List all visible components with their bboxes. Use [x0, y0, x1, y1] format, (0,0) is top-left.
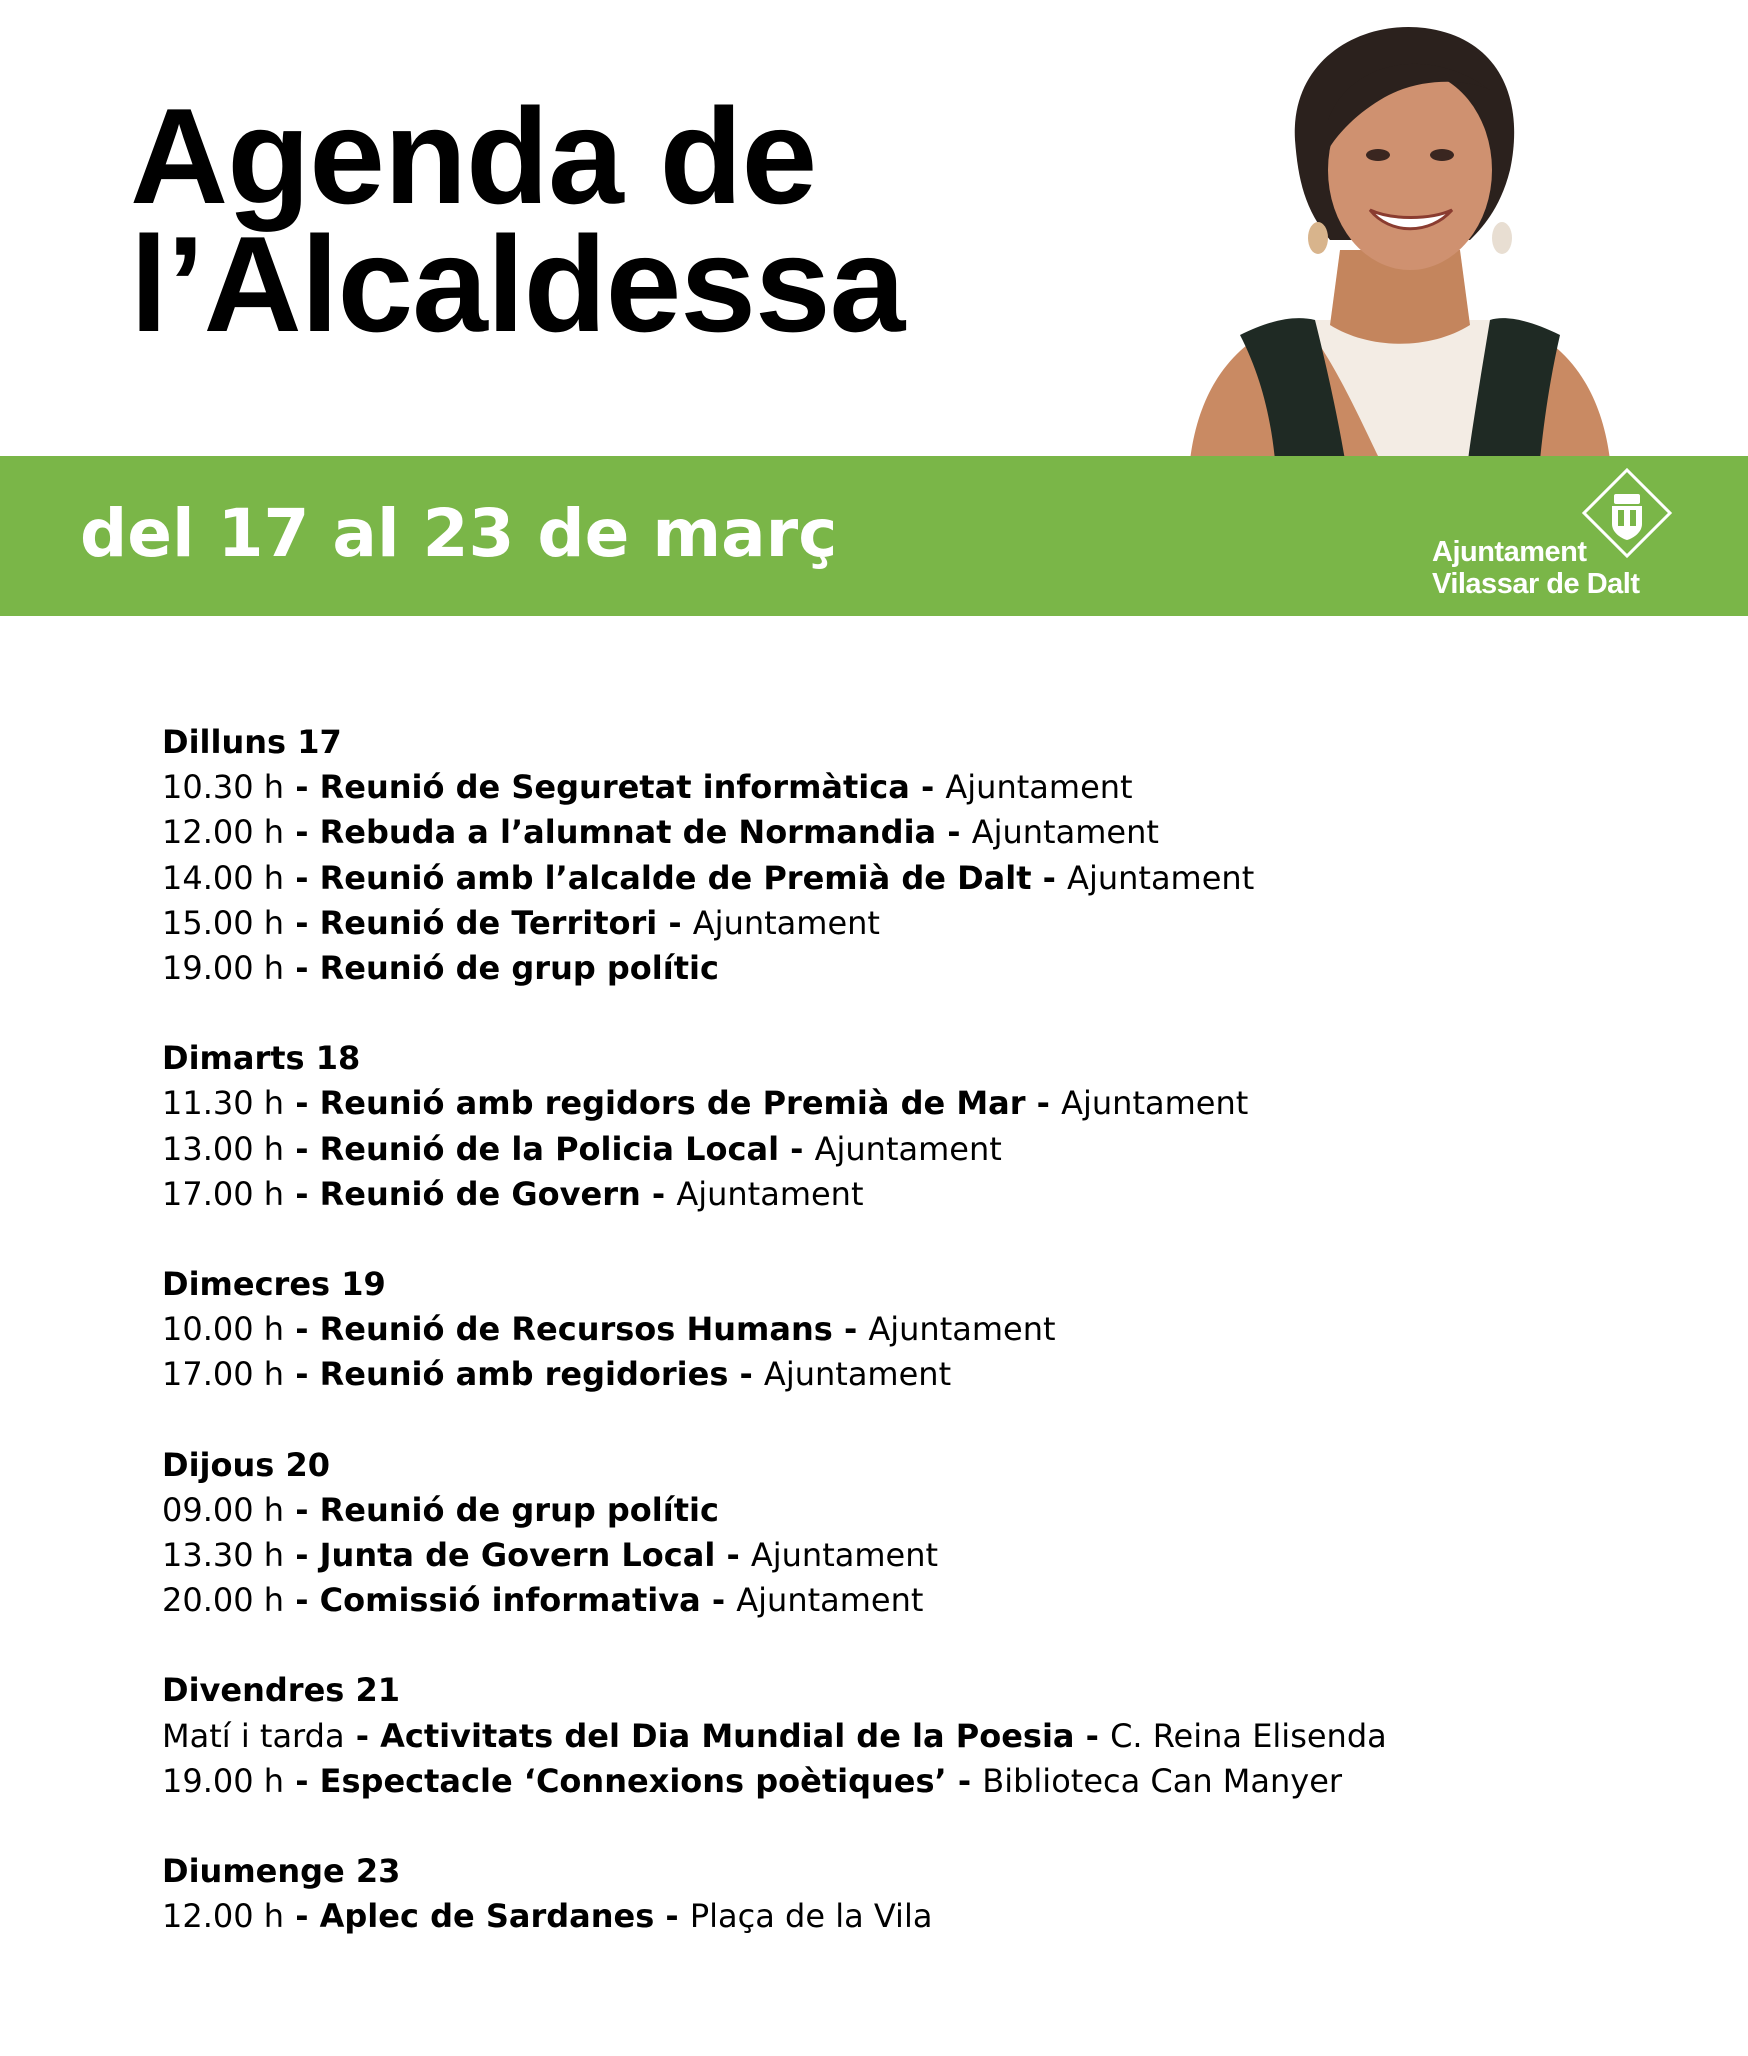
page-title — [130, 80, 905, 360]
event-separator: - — [1031, 858, 1068, 897]
event-separator: - — [284, 1490, 320, 1529]
event-separator: - — [654, 1897, 690, 1936]
event-name: Rebuda a l’alumnat de Normandia — [319, 813, 937, 852]
event-row — [162, 1352, 1662, 1397]
event-time: 12.00 h — [162, 813, 285, 852]
event-separator: - — [909, 768, 946, 807]
event-place: C. Reina Elisenda — [1110, 1716, 1387, 1755]
day-block — [162, 1668, 1662, 1804]
event-time: 13.30 h — [162, 1536, 285, 1575]
event-name: Reunió de Seguretat informàtica — [319, 768, 910, 807]
event-separator: - — [284, 903, 320, 942]
event-separator: - — [284, 813, 320, 852]
event-name: Reunió de grup polític — [319, 1490, 719, 1529]
event-place: Ajuntament — [750, 1536, 939, 1575]
event-separator: - — [728, 1355, 764, 1394]
event-place: Ajuntament — [971, 813, 1159, 852]
event-place: Ajuntament — [676, 1174, 864, 1213]
event-place: Ajuntament — [1067, 858, 1255, 897]
event-separator: - — [657, 903, 693, 942]
event-row — [162, 1578, 1662, 1623]
day-title: Divendres 21 — [162, 1671, 400, 1710]
event-separator: - — [284, 1129, 320, 1168]
day-block — [162, 1443, 1662, 1624]
event-separator: - — [284, 1581, 320, 1620]
event-name: Reunió de la Policia Local — [319, 1129, 780, 1168]
event-name: Espectacle ‘Connexions poètiques’ — [319, 1761, 947, 1800]
event-row — [162, 810, 1662, 855]
event-row — [162, 1081, 1662, 1126]
event-separator: - — [936, 813, 972, 852]
event-name: Reunió amb regidories — [319, 1355, 729, 1394]
event-name: Reunió de Govern — [319, 1174, 641, 1213]
event-place: Biblioteca Can Manyer — [982, 1761, 1343, 1800]
mayor-portrait — [1180, 20, 1620, 460]
event-separator: - — [946, 1761, 983, 1800]
day-block — [162, 720, 1662, 991]
event-time: 09.00 h — [162, 1490, 285, 1529]
day-title: Diumenge 23 — [162, 1852, 401, 1891]
event-time: 12.00 h — [162, 1897, 285, 1936]
event-time: Matí i tarda — [162, 1716, 345, 1755]
event-time: 17.00 h — [162, 1355, 285, 1394]
day-block — [162, 1262, 1662, 1398]
day-title: Dimarts 18 — [162, 1039, 361, 1078]
event-time: 19.00 h — [162, 949, 285, 988]
event-name: Reunió de grup polític — [319, 949, 719, 988]
event-separator: - — [284, 1355, 320, 1394]
agenda-list — [162, 720, 1662, 1984]
event-separator: - — [344, 1716, 381, 1755]
event-name: Aplec de Sardanes — [319, 1897, 655, 1936]
event-place: Ajuntament — [868, 1310, 1056, 1349]
event-place: Ajuntament — [736, 1581, 924, 1620]
event-separator: - — [284, 1897, 320, 1936]
event-separator: - — [1074, 1716, 1111, 1755]
event-row — [162, 1488, 1662, 1533]
event-time: 19.00 h — [162, 1761, 285, 1800]
event-place: Ajuntament — [945, 768, 1133, 807]
day-title: Dilluns 17 — [162, 723, 342, 761]
event-name: Reunió de Recursos Humans — [319, 1310, 833, 1349]
event-time: 11.30 h — [162, 1084, 285, 1123]
event-row — [162, 901, 1662, 946]
event-time: 20.00 h — [162, 1581, 285, 1620]
event-row — [162, 1127, 1662, 1172]
event-separator: - — [284, 1174, 320, 1213]
day-block — [162, 1036, 1662, 1217]
event-row — [162, 1533, 1662, 1578]
event-row — [162, 765, 1662, 810]
event-time: 17.00 h — [162, 1174, 285, 1213]
event-place: Ajuntament — [1061, 1084, 1249, 1123]
event-separator: - — [284, 949, 320, 988]
event-separator: - — [284, 1310, 320, 1349]
municipal-crest-icon — [1582, 468, 1672, 558]
event-time: 15.00 h — [162, 903, 285, 942]
event-separator: - — [1025, 1084, 1062, 1123]
event-row — [162, 1759, 1662, 1804]
event-separator: - — [284, 858, 320, 897]
event-separator: - — [284, 768, 320, 807]
event-time: 14.00 h — [162, 858, 285, 897]
day-block — [162, 1849, 1662, 1939]
logo-text-ajuntament: Ajuntament — [1432, 536, 1587, 568]
event-place: Ajuntament — [814, 1129, 1002, 1168]
page-title-line-2: l’Alcaldessa — [130, 208, 905, 360]
date-range: del 17 al 23 de març — [80, 495, 838, 572]
event-separator: - — [832, 1310, 869, 1349]
logo-text-municipality: Vilassar de Dalt — [1432, 568, 1640, 600]
event-time: 10.30 h — [162, 768, 285, 807]
event-name: Reunió de Territori — [319, 903, 658, 942]
event-row — [162, 1714, 1662, 1759]
event-name: Reunió amb l’alcalde de Premià de Dalt — [319, 858, 1032, 897]
event-row — [162, 1894, 1662, 1939]
ajuntament-logo — [1432, 468, 1652, 608]
event-name: Activitats del Dia Mundial de la Poesia — [380, 1716, 1075, 1755]
event-time: 13.00 h — [162, 1129, 285, 1168]
event-row — [162, 946, 1662, 991]
event-separator: - — [640, 1174, 677, 1213]
event-separator: - — [715, 1536, 751, 1575]
event-separator: - — [779, 1129, 815, 1168]
event-place: Plaça de la Vila — [689, 1897, 933, 1936]
event-row — [162, 1172, 1662, 1217]
day-title: Dijous 20 — [162, 1445, 330, 1484]
event-place: Ajuntament — [692, 903, 880, 942]
event-row — [162, 1307, 1662, 1352]
event-place: Ajuntament — [763, 1355, 952, 1394]
event-name: Junta de Govern Local — [319, 1536, 716, 1575]
event-separator: - — [700, 1581, 737, 1620]
event-separator: - — [284, 1761, 320, 1800]
day-title: Dimecres 19 — [162, 1265, 386, 1304]
event-name: Reunió amb regidors de Premià de Mar — [319, 1084, 1026, 1123]
event-separator: - — [284, 1536, 320, 1575]
event-separator: - — [284, 1084, 320, 1123]
event-time: 10.00 h — [162, 1310, 285, 1349]
page-title-line-1: Agenda de — [130, 80, 817, 232]
event-name: Comissió informativa — [319, 1581, 701, 1620]
event-row — [162, 856, 1662, 901]
